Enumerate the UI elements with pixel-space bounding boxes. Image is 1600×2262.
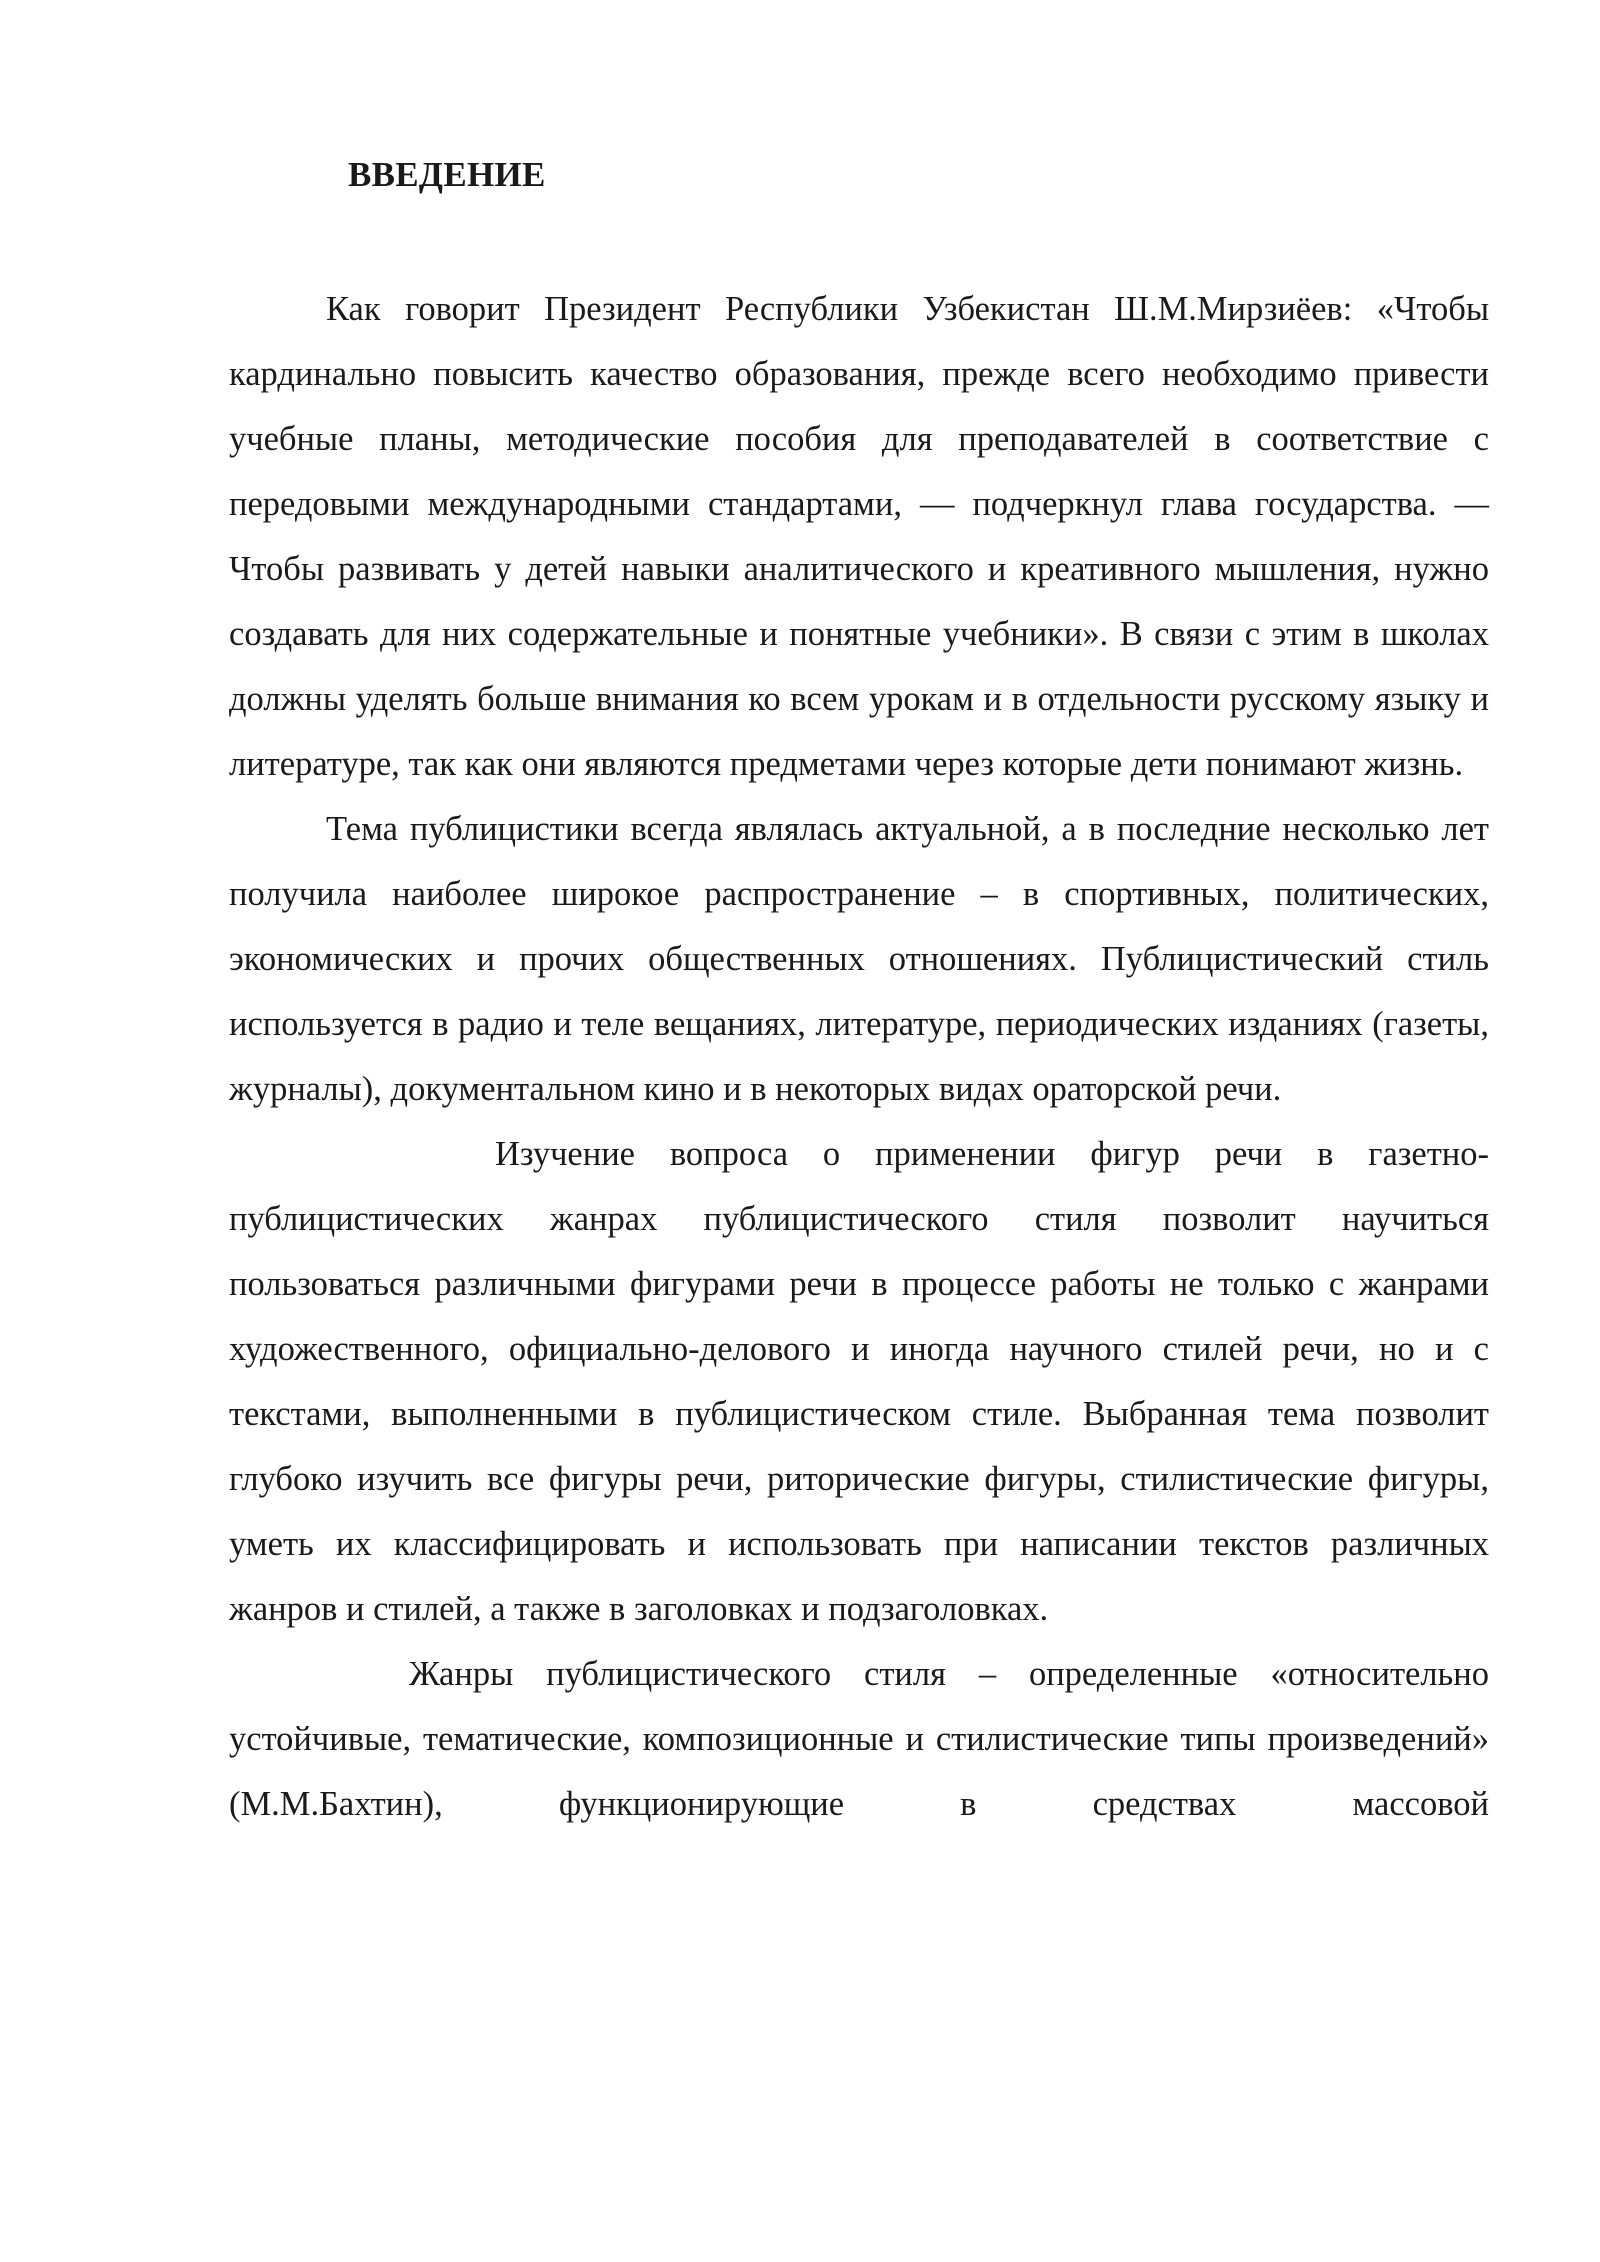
- paragraph-intro-quote: Как говорит Президент Республики Узбекистан Ш.М.Мирзиёев: «Чтобы кардинально повысить качество образования, прежде всего необходимо привести учебные планы, методические пособия для преподавателей в соответствие с передовыми международными стандартами, — подчеркнул глава государства. — Чтобы развивать у детей навыки аналитического и креативного мышления, нужно создавать для них содержательные и понятные учебники». В связи с этим в школах должны уделять больше внимания ко всем урокам и в отдельности русскому языку и литературе, так как они являются предметами через которые дети понимают жизнь.: [229, 290, 1489, 783]
- section-heading: ВВЕДЕНИЕ: [348, 155, 546, 194]
- paragraph-genres: Жанры публицистического стиля – определенные «относительно устойчивые, тематические, композиционные и стилистические типы произведений» (М.М.Бахтин), функционирующие в средствах массовой: [229, 1655, 1489, 1823]
- document-body: [229, 277, 1489, 1837]
- paragraph-publicistics-topic: Тема публицистики всегда являлась актуальной, а в последние несколько лет получила наиболее широкое распространение – в спортивных, политических, экономических и прочих общественных отношениях. Публицистический стиль используется в радио и теле вещаниях, литературе, периодических изданиях (газеты, журналы), документальном кино и в некоторых видах ораторской речи.: [229, 810, 1489, 1108]
- paragraph-study-question: Изучение вопроса о применении фигур речи в газетно-публицистических жанрах публицистического стиля позволит научиться пользоваться различными фигурами речи в процессе работы не только с жанрами художественного, официально-делового и иногда научного стилей речи, но и с текстами, выполненными в публицистическом стиле. Выбранная тема позволит глубоко изучить все фигуры речи, риторические фигуры, стилистические фигуры, уметь их классифицировать и использовать при написании текстов различных жанров и стилей, а также в заголовках и подзаголовках.: [229, 1135, 1489, 1628]
